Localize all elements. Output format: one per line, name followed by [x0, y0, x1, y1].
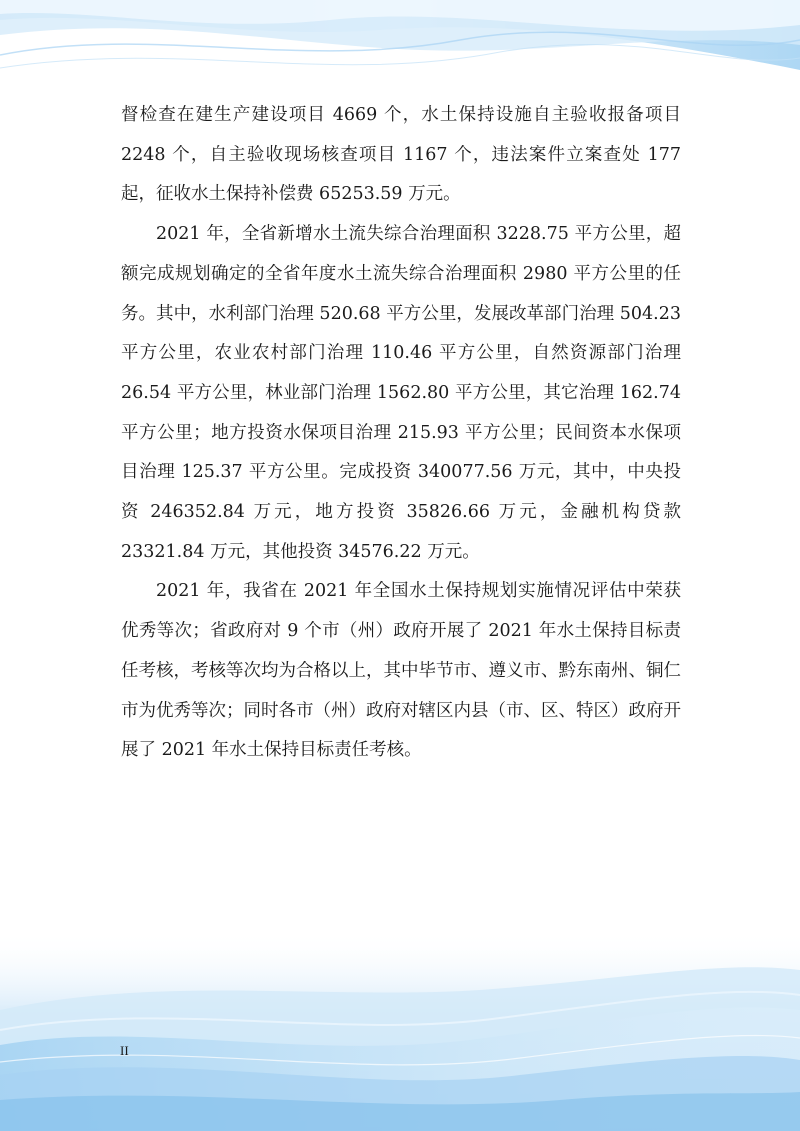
paragraph-supervision-continued: 督检查在建生产建设项目 4669 个，水土保持设施自主验收报备项目 2248 个，自主验收现场核查项目 1167 个，违法案件立案查处 177 起，征收水土保持补偿费 65253.59 万元。	[121, 105, 681, 205]
body-text	[121, 96, 681, 771]
page-number: II	[120, 1043, 129, 1058]
paragraph-2021-governance-area: 2021 年，全省新增水土流失综合治理面积 3228.75 平方公里，超额完成规划确定的全省年度水土流失综合治理面积 2980 平方公里的任务。其中，水利部门治理 520.68 平方公里，发展改革部门治理 504.23 平方公里，农业农村部门治理 110.46 平方公里，自然资源部门治理 26.54 平方公里，林业部门治理 1562.80 平方公里，其它治理 162.74 平方公里；地方投资水保项目治理 215.93 平方公里；民间资本水保项目治理 125.37 平方公里。完成投资 340077.56 万元，其中，中央投资 246352.84 万元，地方投资 35826.66 万元，金融机构贷款 23321.84 万元，其他投资 34576.22 万元。	[121, 224, 681, 562]
paragraph-2021-assessment: 2021 年，我省在 2021 年全国水土保持规划实施情况评估中荣获优秀等次；省政府对 9 个市（州）政府开展了 2021 年水土保持目标责任考核，考核等次均为合格以上，其中毕节市、遵义市、黔东南州、铜仁市为优秀等次；同时各市（州）政府对辖区内县（市、区、特区）政府开展了 2021 年水土保持目标责任考核。	[121, 581, 681, 761]
